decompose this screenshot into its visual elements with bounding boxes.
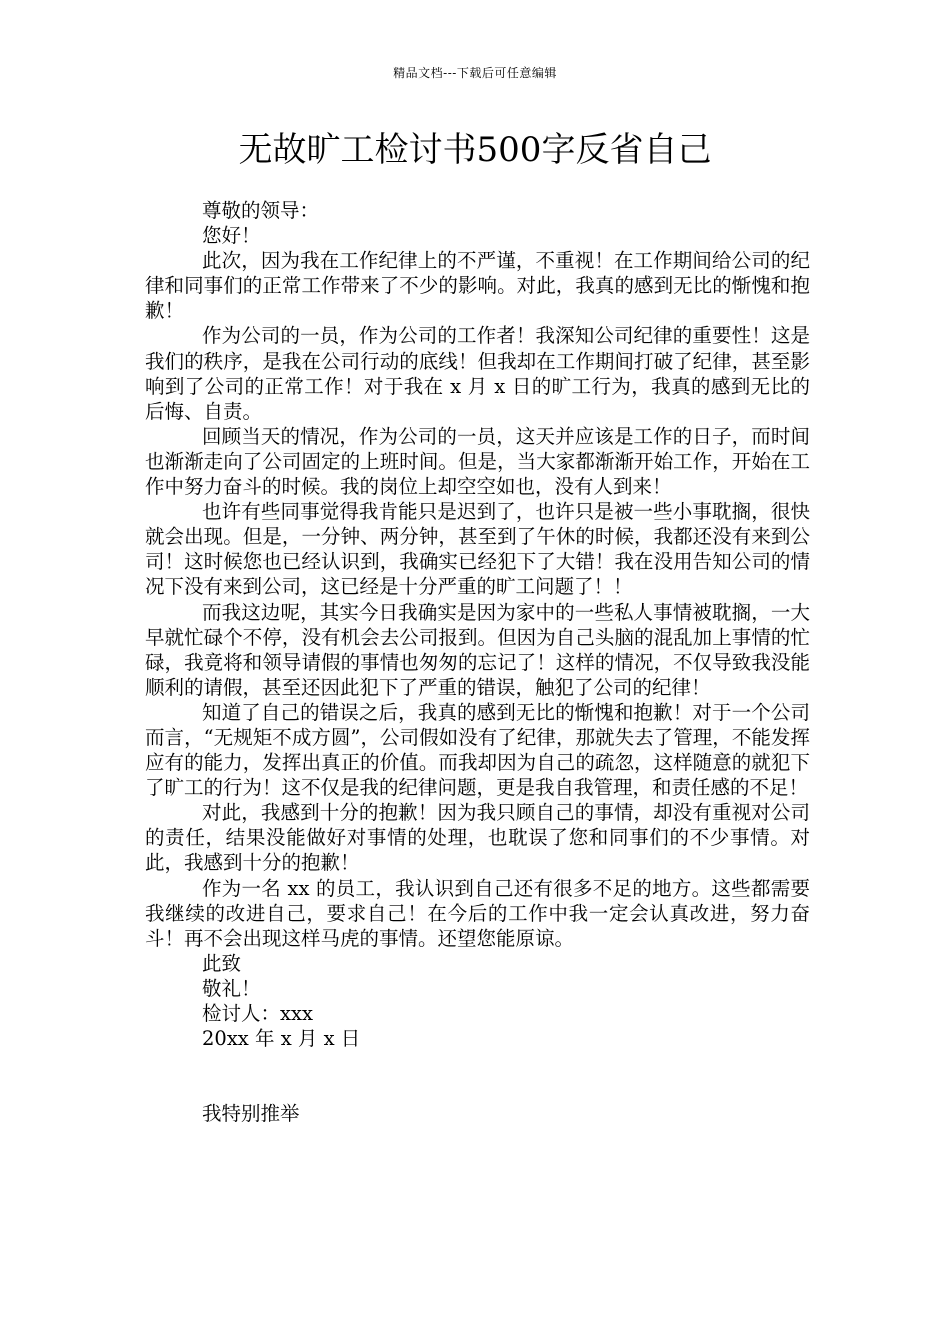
paragraph-2: 作为公司的一员，作为公司的工作者！我深知公司纪律的重要性！这是我们的秩序，是我在公司行动的底线！但我却在工作期间打破了纪律，甚至影响到了公司的正常工作！对于我在 x 月 x 日的旷工行为，我真的感到无比的后悔、自责。 <box>145 324 810 423</box>
document-body <box>145 198 810 1126</box>
paragraph-7: 对此，我感到十分的抱歉！因为我只顾自己的事情，却没有重视对公司的责任，结果没能做好对事情的处理，也耽误了您和同事们的不少事情。对此，我感到十分的抱歉！ <box>145 801 810 875</box>
paragraph-5: 而我这边呢，其实今日我确实是因为家中的一些私人事情被耽搁，一大早就忙碌个不停，没有机会去公司报到。但因为自己头脑的混乱加上事情的忙碌，我竟将和领导请假的事情也匆匆的忘记了！这样的情况，不仅导致我没能顺利的请假，甚至还因此犯下了严重的错误，触犯了公司的纪律！ <box>145 600 810 699</box>
date-line: 20xx 年 x 月 x 日 <box>202 1027 361 1051</box>
greeting: 尊敬的领导： <box>202 199 320 222</box>
hello-line: 您好！ <box>202 224 261 248</box>
closing-line-1: 此致 <box>202 951 242 975</box>
signature: 检讨人：xxx <box>202 1002 313 1025</box>
document-title: 无故旷工检讨书500字反省自己 <box>238 130 712 170</box>
recommend-line: 我特别推举 <box>202 1102 300 1126</box>
paragraph-6: 知道了自己的错误之后，我真的感到无比的惭愧和抱歉！对于一个公司而言，“无规矩不成方圆”，公司假如没有了纪律，那就失去了管理，不能发挥应有的能力，发挥出真正的价值。而我却因为自己的疏忽，这样随意的就犯下了旷工的行为！这不仅是我的纪律问题，更是我自我管理，和责任感的不足！ <box>145 700 810 800</box>
closing-line-2: 敬礼！ <box>202 976 261 1000</box>
paragraph-1: 此次，因为我在工作纪律上的不严谨，不重视！在工作期间给公司的纪律和同事们的正常工作带来了不少的影响。对此，我真的感到无比的惭愧和抱歉！ <box>145 249 810 323</box>
paragraph-4: 也许有些同事觉得我肯能只是迟到了，也许只是被一些小事耽搁，很快就会出现。但是，一分钟、两分钟，甚至到了午休的时候，我都还没有来到公司！这时候您也已经认识到，我确实已经犯下了大错！我在没用告知公司的情况下没有来到公司，这已经是十分严重的旷工问题了！！ <box>145 500 810 599</box>
paragraph-8: 作为一名 xx 的员工，我认识到自己还有很多不足的地方。这些都需要我继续的改进自己，要求自己！在今后的工作中我一定会认真改进，努力奋斗！再不会出现这样马虎的事情。还望您能原谅。 <box>145 876 810 950</box>
document-header-note: 精品文档---下载后可任意编辑 <box>393 66 557 80</box>
spacer <box>145 1051 810 1101</box>
paragraph-3: 回顾当天的情况，作为公司的一员，这天并应该是工作的日子，而时间也渐渐走向了公司固定的上班时间。但是，当大家都渐渐开始工作，开始在工作中努力奋斗的时候。我的岗位上却空空如也，没有人到来！ <box>145 424 810 499</box>
